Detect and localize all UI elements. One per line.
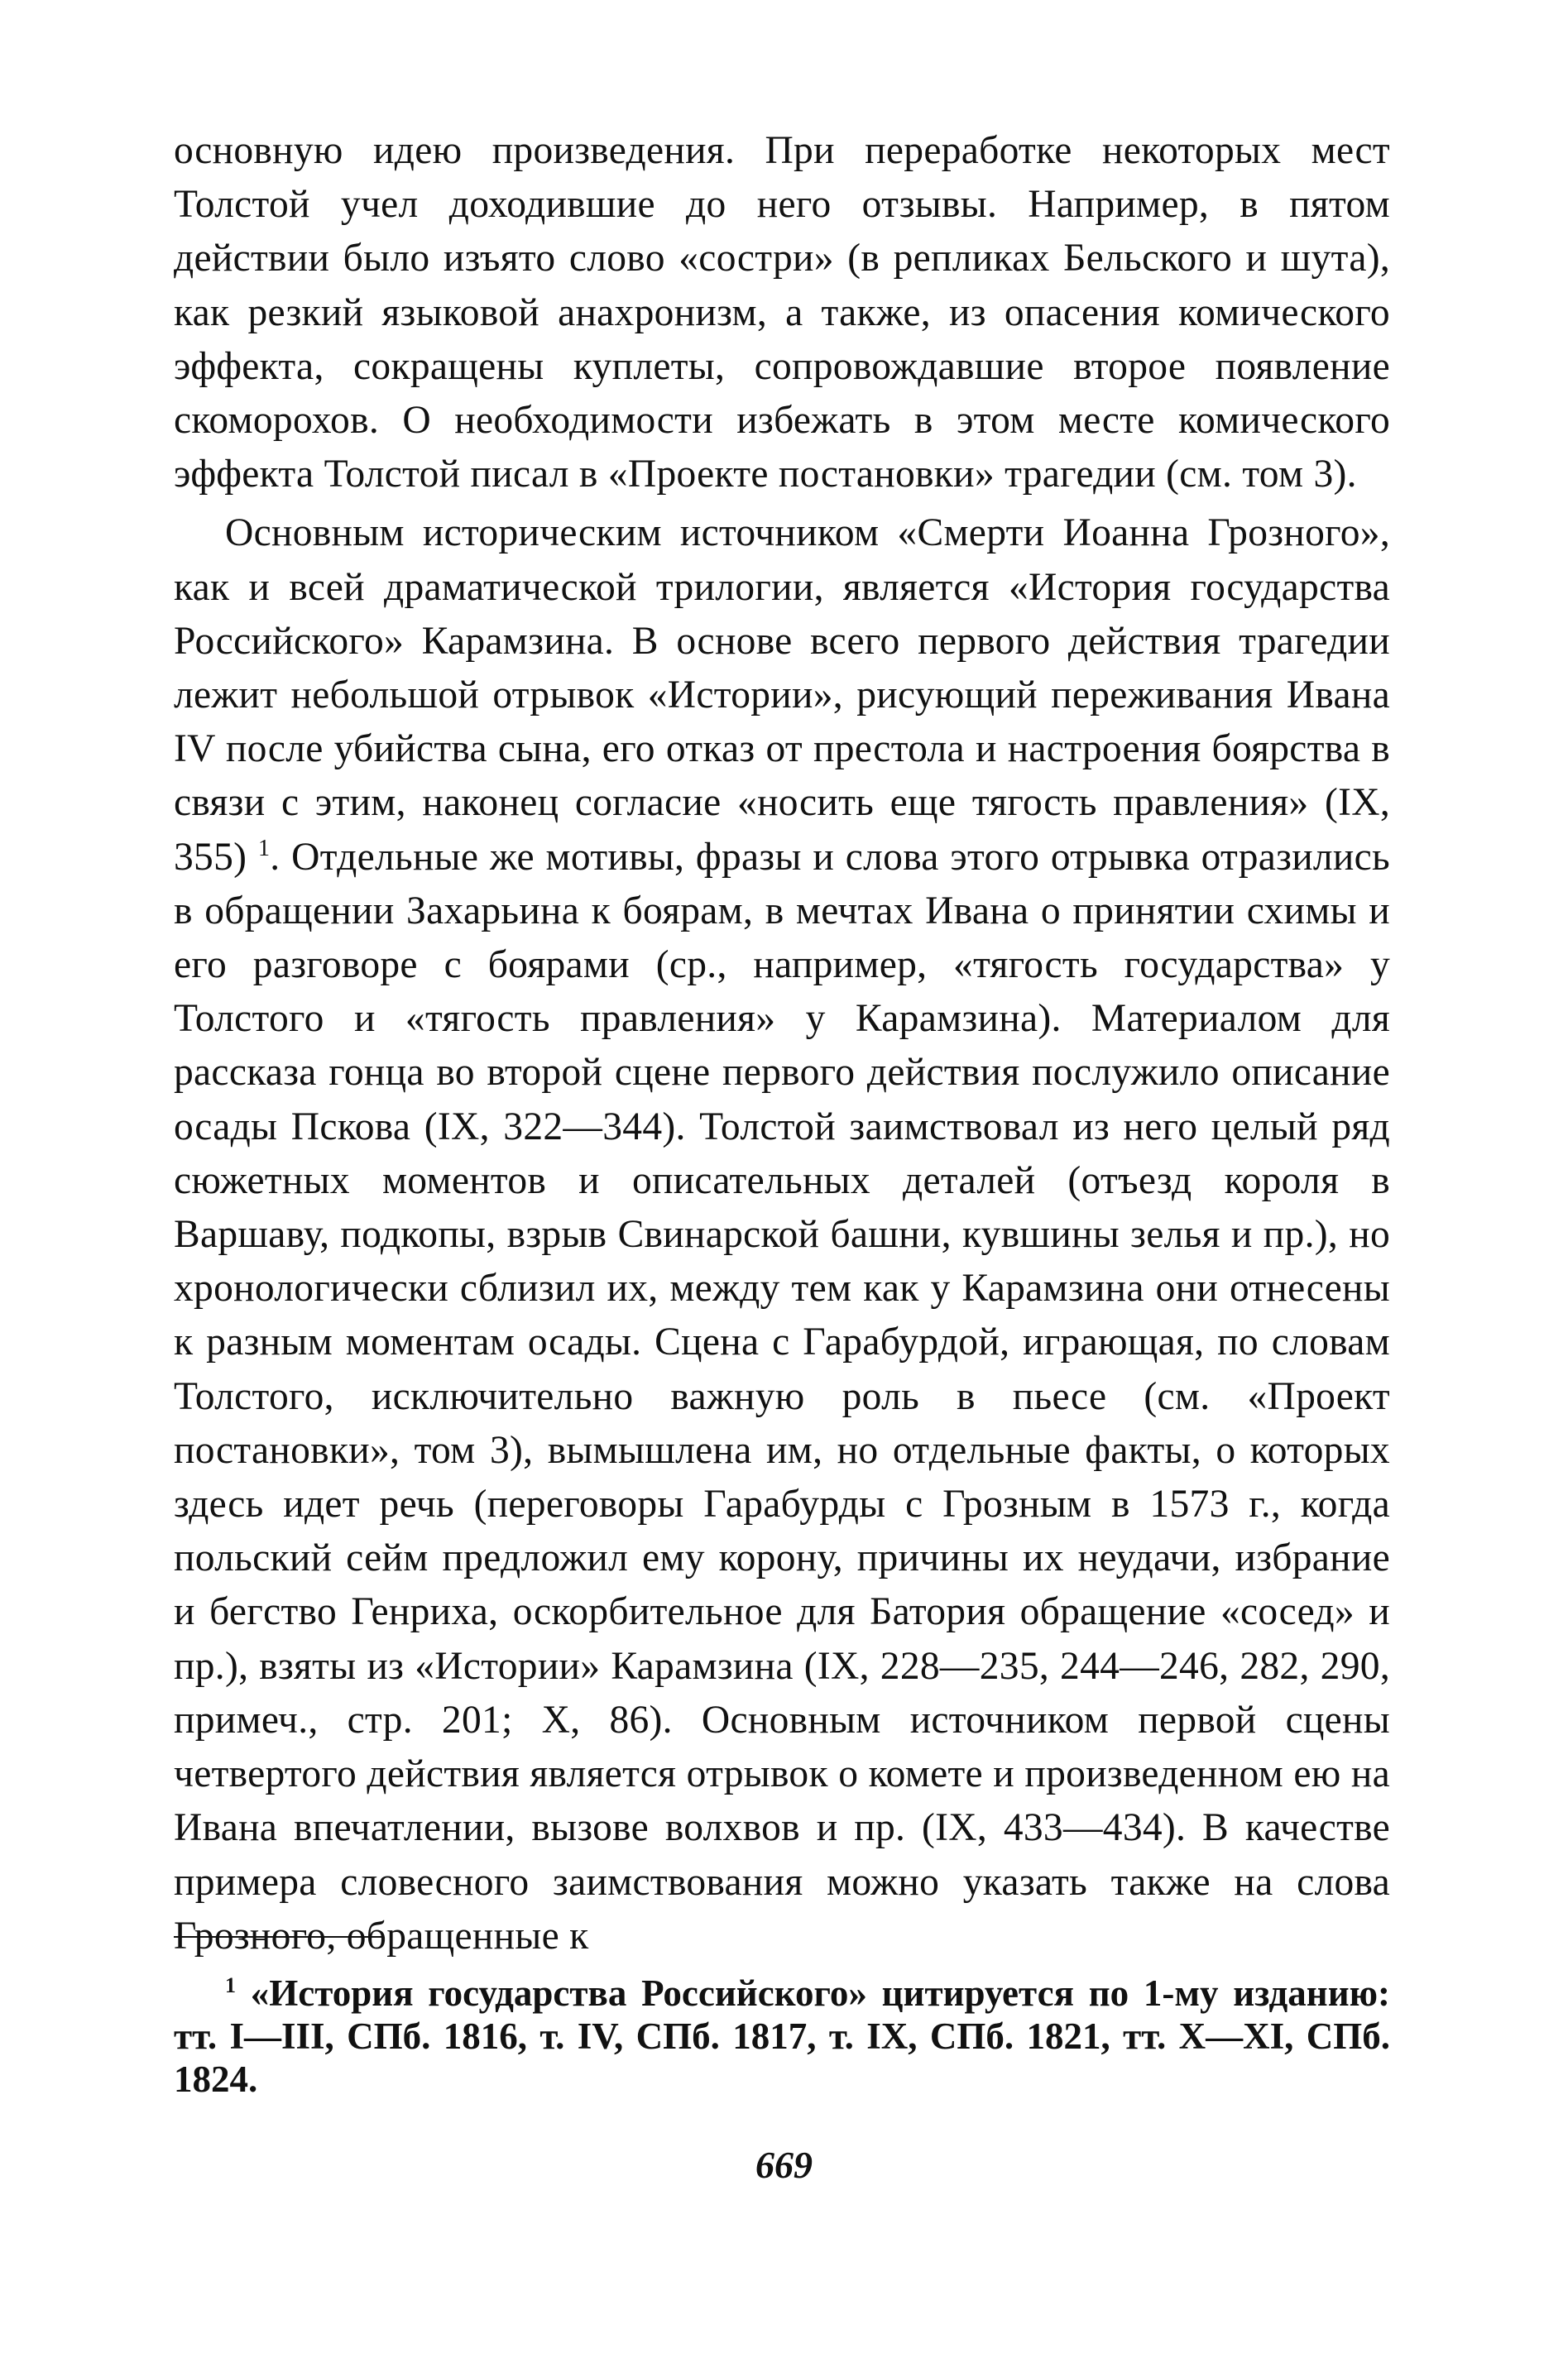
footnote xyxy=(174,1972,1390,2101)
paragraph-1: основную идею произведения. При переработке некоторых мест Толстой учел доходившие до него отзывы. Например, в пятом действии было изъято слово «состри» (в репликах Бельского и шута), как резкий языковой анахронизм, а также, из опасения комического эффекта, сокращены куплеты, сопровождавшие второе появление скоморохов. О необходимости избежать в этом месте комического эффекта Толстой писал в «Проекте постановки» трагедии (см. том 3). xyxy=(174,129,1390,496)
footnote-marker: 1 xyxy=(225,1973,236,1997)
footnote-separator xyxy=(174,1936,382,1938)
paragraph-2 xyxy=(174,506,1390,1963)
paragraph-2-part-1: Основным историческим источником «Смерти Иоанна Грозного», как и всей драматической трилогии, является «История государства Российского» Карамзина. В основе всего первого действия трагедии лежит небольшой отрывок «Истории», рисующий переживания Ивана IV после убийства сына, его отказ от престола и настроения боярства в связи с этим, наконец согласие «носить еще тягость правления» (IX, 355) xyxy=(174,511,1390,879)
page-body xyxy=(174,124,1390,1963)
footnote-text: «История государства Российского» цитируется по 1-му изданию: тт. I—III, СПб. 1816, т. IV, СПб. 1817, т. IX, СПб. 1821, тт. X—XI, СПб. 1824. xyxy=(174,1972,1390,2100)
page-number: 669 xyxy=(755,2144,813,2186)
footnote-reference: 1 xyxy=(257,835,271,861)
paragraph-2-part-2: . Отдельные же мотивы, фразы и слова этого отрывка отразились в обращении Захарьина к боярам, в мечтах Ивана о принятии схимы и его разговоре с боярами (ср., например, «тягость государства» у Толстого и «тягость правления» у Карамзина). Материалом для рассказа гонца во второй сцене первого действия послужило описание осады Пскова (IX, 322—344). Толстой заимствовал из него целый ряд сюжетных моментов и описательных деталей (отъезд короля в Варшаву, подкопы, взрыв Свинарской башни, кувшины зелья и пр.), но хронологически сблизил их, между тем как у Карамзина они отнесены к разным моментам осады. Сцена с Гарабурдой, играющая, по словам Толстого, исключительно важную роль в пьесе (см. «Проект постановки», том 3), вымышлена им, но отдельные факты, о которых здесь идет речь (переговоры Гарабурды с Грозным в 1573 г., когда польский сейм предложил ему корону, причины их неудачи, избрание и бегство Генриха, оскорбительное для Батория обращение «сосед» и пр.), взяты из «Истории» Карамзина (IX, 228—235, 244—246, 282, 290, примеч., стр. 201; X, 86). Основным источником первой сцены четвертого действия является отрывок о комете и произведенном ею на Ивана впечатлении, вызове волхвов и пр. (IX, 433—434). В качестве примера словесного заимствования можно указать также на слова Грозного, обращенные к xyxy=(174,835,1390,1958)
